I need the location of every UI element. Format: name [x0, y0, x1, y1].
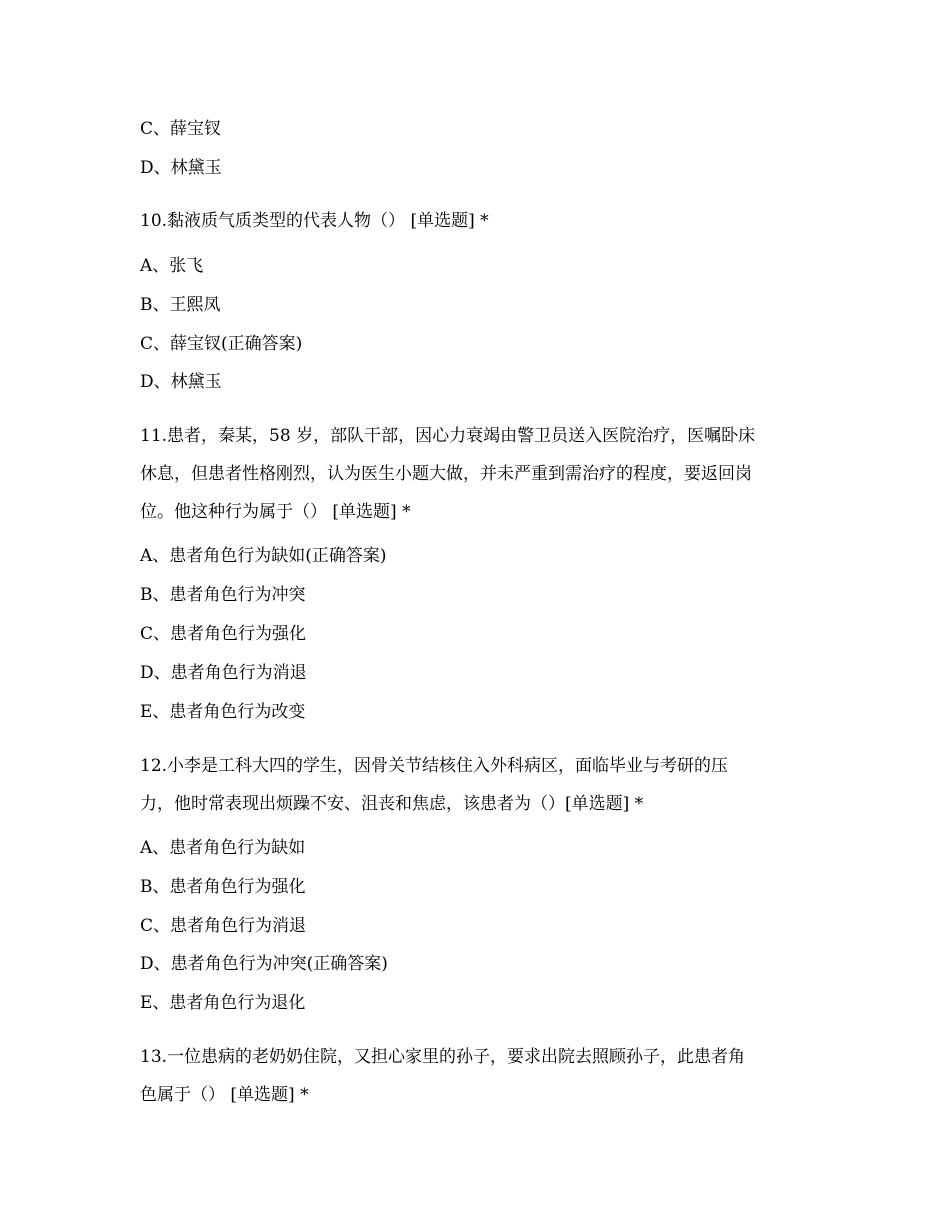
option-d: D、患者角色行为消退 [140, 663, 307, 683]
option-a: A、张飞 [140, 256, 204, 276]
option-c: C、薛宝钗 [140, 119, 222, 139]
option-e: E、患者角色行为退化 [140, 993, 306, 1013]
option-c: C、患者角色行为强化 [140, 624, 307, 644]
question-12-text-line-1: 12.小李是工科大四的学生，因骨关节结核住入外科病区，面临毕业与考研的压 [140, 756, 729, 776]
question-10-text: 10.黏液质气质类型的代表人物（） [单选题] * [140, 211, 489, 231]
option-c: C、患者角色行为消退 [140, 916, 307, 936]
option-c: C、薛宝钗(正确答案) [140, 334, 303, 354]
question-12-text-line-2: 力，他时常表现出烦躁不安、沮丧和焦虑，该患者为（）[单选题] * [140, 794, 644, 814]
option-d: D、林黛玉 [140, 372, 222, 392]
option-b: B、患者角色行为强化 [140, 877, 306, 897]
option-a: A、患者角色行为缺如(正确答案) [140, 546, 387, 566]
question-13-text-line-1: 13.一位患病的老奶奶住院，又担心家里的孙子，要求出院去照顾孙子，此患者角 [140, 1047, 746, 1067]
option-b: B、患者角色行为冲突 [140, 585, 306, 605]
question-11-text-line-2: 休息，但患者性格刚烈，认为医生小题大做，并未严重到需治疗的程度，要返回岗 [140, 464, 752, 484]
option-d: D、林黛玉 [140, 158, 222, 178]
option-d: D、患者角色行为冲突(正确答案) [140, 954, 388, 974]
question-11-text-line-3: 位。他这种行为属于（） [单选题] * [140, 502, 411, 522]
option-e: E、患者角色行为改变 [140, 702, 306, 722]
option-b: B、王熙凤 [140, 295, 221, 315]
question-13-text-line-2: 色属于（） [单选题] * [140, 1085, 309, 1105]
option-a: A、患者角色行为缺如 [140, 838, 306, 858]
question-11-text-line-1: 11.患者，秦某，58 岁，部队干部，因心力衰竭由警卫员送入医院治疗，医嘱卧床 [140, 426, 756, 446]
